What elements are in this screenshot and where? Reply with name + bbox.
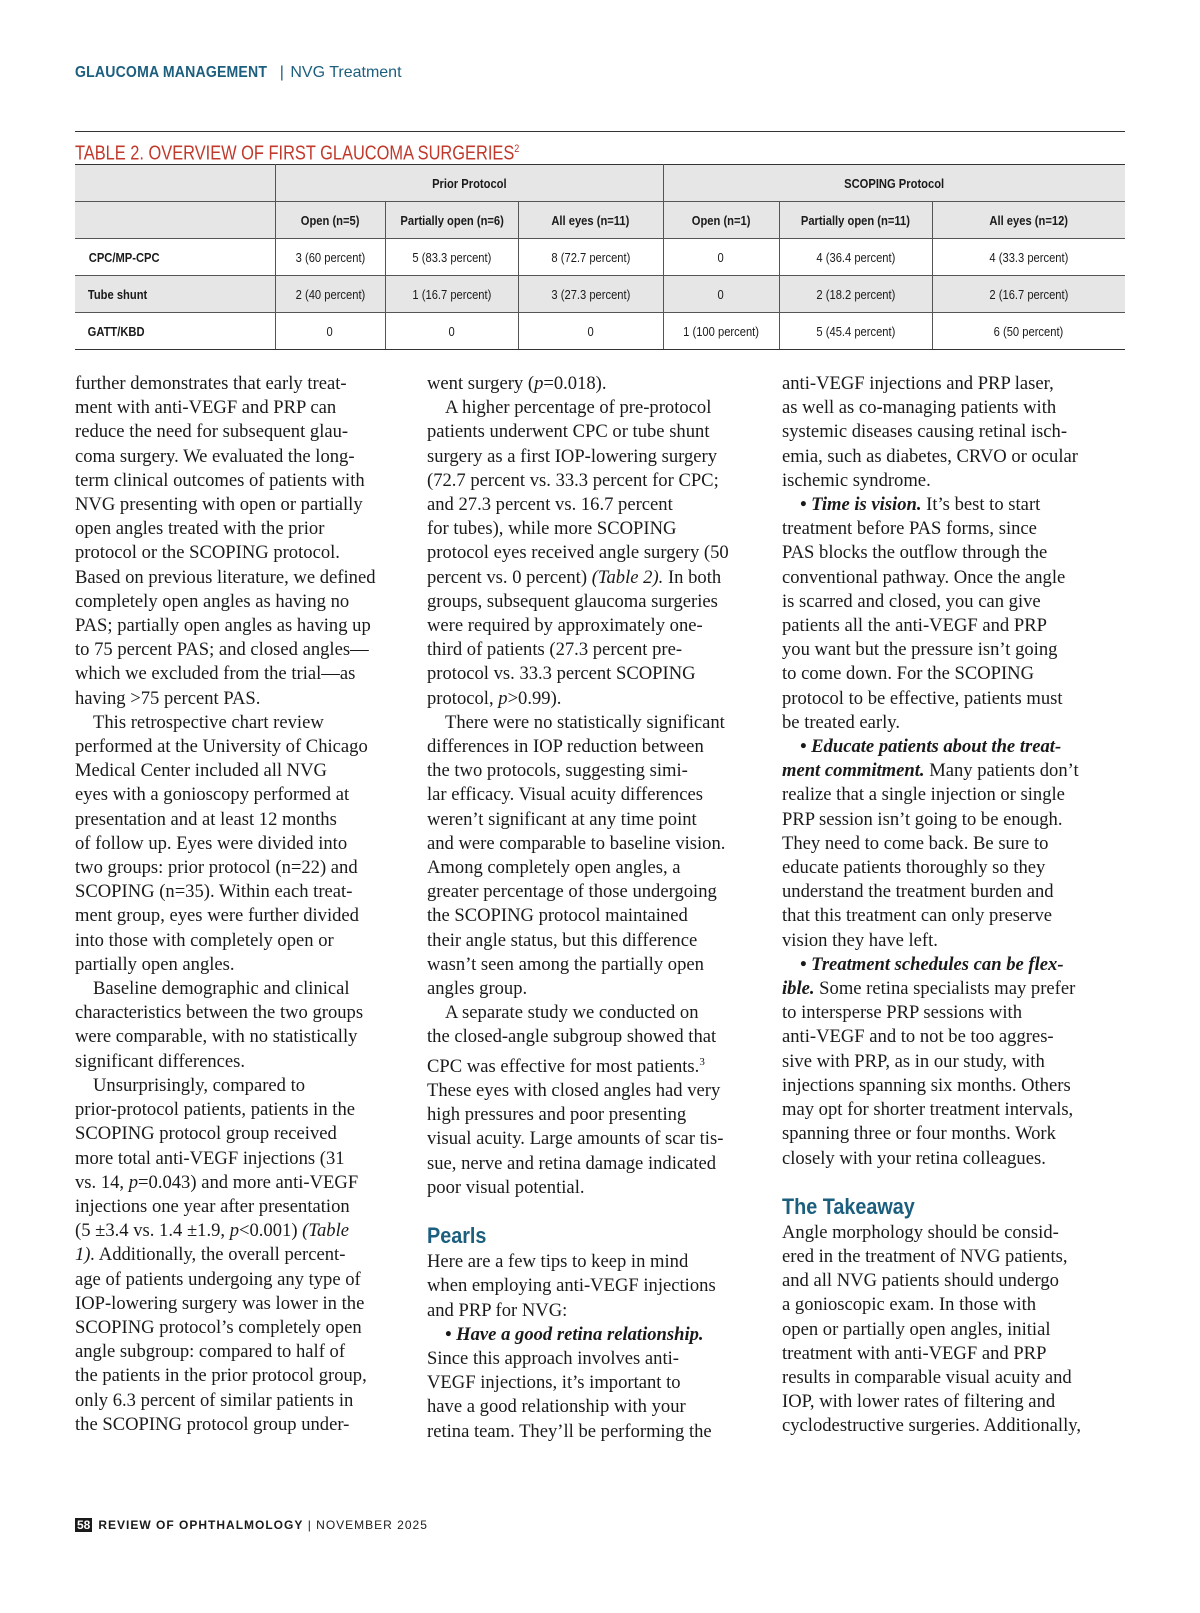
footer-separator: | bbox=[307, 1518, 312, 1532]
paragraph: Here are a few tips to keep in mind when employing anti-VEGF injections and PRP for NVG: bbox=[427, 1251, 716, 1321]
column-header: Open (n=5) bbox=[275, 202, 385, 239]
paragraph: A separate study we conducted on the closed-angle subgroup showed that CPC was effective for most patients.$^3$ These eyes with closed angles had very high pressures and poor presenting visual acuity. Large amounts of scar tis- sue, nerve and retina damage indicated poor visual potential. bbox=[427, 1002, 724, 1198]
paragraph: went surgery (p=0.018). bbox=[427, 373, 607, 394]
pearls-heading: Pearls bbox=[427, 1223, 487, 1249]
table-cell: 0 bbox=[663, 239, 779, 276]
table-group-header-row bbox=[75, 165, 1125, 202]
table-column-header-row bbox=[75, 202, 1125, 239]
page-footer bbox=[75, 1518, 428, 1532]
running-head bbox=[75, 64, 402, 82]
body-column-3 bbox=[782, 372, 1097, 1439]
paragraph: A higher percentage of pre-protocol patients underwent CPC or tube shunt surgery as a first IOP-lowering surgery (72.7 percent vs. 33.3 percent for CPC; and 27.3 percent vs. 16.7 percent for tubes), while more SCOPING protocol eyes received angle surgery (50 percent vs. 0 percent) (Table 2). In both groups, subsequent glaucoma surgeries were required by approximately one- third of patients (27.3 percent pre- protocol vs. 33.3 percent SCOPING protocol, p>0.99). bbox=[427, 397, 729, 709]
table-cell: 5 (45.4 percent) bbox=[779, 313, 932, 350]
pearl-tip: • Treatment schedules can be flex- ible. Some retina specialists may prefer to intersperse PRP sessions with anti-VEGF and to not be too aggres- sive with PRP, as in our study, with injections spanning six months. Others may opt for shorter treatment intervals, spanning three or four months. Work closely with your retina colleagues. bbox=[782, 953, 1076, 1169]
table-cell: 4 (33.3 percent) bbox=[932, 239, 1125, 276]
column-header: Open (n=1) bbox=[663, 202, 779, 239]
table-cell: 6 (50 percent) bbox=[932, 313, 1125, 350]
header-separator: | bbox=[279, 64, 284, 81]
body-column-1 bbox=[75, 372, 390, 1437]
pearl-tip: • Have a good retina relationship. Since this approach involves anti- VEGF injections, it’s important to have a good relationship with your retina team. They’ll be performing the bbox=[427, 1323, 712, 1442]
table-cell: 0 bbox=[663, 276, 779, 313]
row-label: Tube shunt bbox=[75, 276, 275, 313]
section-title: GLAUCOMA MANAGEMENT bbox=[75, 64, 268, 81]
paragraph: further demonstrates that early treat- ment with anti-VEGF and PRP can reduce the need for subsequent glau- coma surgery. We evaluated the long- term clinical outcomes of patients with NVG presenting with open or partially open angles treated with the prior protocol or the SCOPING protocol. Based on previous literature, we defined completely open angles as having no PAS; partially open angles as having up to 75 percent PAS; and closed angles— which we excluded from the trial—as having >75 percent PAS. bbox=[75, 373, 376, 709]
paragraph: Angle morphology should be consid- ered in the treatment of NVG patients, and all NVG patients should undergo a gonioscopic exam. In those with open or partially open angles, initial treatment with anti-VEGF and PRP results in comparable visual acuity and IOP, with lower rates of filtering and cyclodestructive surgeries. Additionally, bbox=[782, 1221, 1081, 1437]
paragraph: anti-VEGF injections and PRP laser, as well as co-managing patients with systemic diseases causing retinal isch- emia, such as diabetes, CRVO or ocular ischemic syndrome. bbox=[782, 373, 1078, 491]
table-cell: 8 (72.7 percent) bbox=[518, 239, 663, 276]
table-cell: 0 bbox=[275, 313, 385, 350]
column-header: All eyes (n=11) bbox=[518, 202, 663, 239]
table-cell: 2 (18.2 percent) bbox=[779, 276, 932, 313]
table-cell: 0 bbox=[385, 313, 518, 350]
table-cell: 5 (83.3 percent) bbox=[385, 239, 518, 276]
row-label: CPC/MP-CPC bbox=[75, 239, 275, 276]
table-row bbox=[75, 276, 1125, 313]
paragraph: Unsurprisingly, compared to prior-protocol patients, patients in the SCOPING protocol group received more total anti-VEGF injections (31 vs. 14, p=0.043) and more anti-VEGF injections one year after presentation (5 ±3.4 vs. 1.4 ±1.9, p<0.001) (Table 1). Additionally, the overall percent- age of patients undergoing any type of IOP-lowering surgery was lower in the SCOPING protocol’s completely open angle subgroup: compared to half of the patients in the prior protocol group, only 6.3 percent of similar patients in the SCOPING protocol group under- bbox=[75, 1074, 367, 1435]
takeaway-heading: The Takeaway bbox=[782, 1193, 915, 1219]
table-corner-cell bbox=[75, 165, 275, 202]
table-cell: 2 (40 percent) bbox=[275, 276, 385, 313]
column-header: Partially open (n=6) bbox=[385, 202, 518, 239]
magazine-name: REVIEW OF OPHTHALMOLOGY bbox=[98, 1518, 304, 1532]
paragraph: This retrospective chart review performed at the University of Chicago Medical Center included all NVG eyes with a gonioscopy performed at presentation and at least 12 months of follow up. Eyes were divided into two groups: prior protocol (n=22) and SCOPING (n=35). Within each treat- ment group, eyes were further divided into those with completely open or partially open angles. bbox=[75, 711, 368, 975]
table-cell: 3 (27.3 percent) bbox=[518, 276, 663, 313]
issue-date: NOVEMBER 2025 bbox=[316, 1518, 428, 1532]
body-column-2 bbox=[427, 372, 742, 1444]
table-cell: 0 bbox=[518, 313, 663, 350]
table-title-ref: 2 bbox=[514, 143, 520, 155]
table-cell: 2 (16.7 percent) bbox=[932, 276, 1125, 313]
page-number: 58 bbox=[77, 1518, 91, 1532]
group-header-scoping: SCOPING Protocol bbox=[663, 165, 1125, 202]
paragraph: There were no statistically significant differences in IOP reduction between the two protocols, suggesting simi- lar efficacy. Visual acuity differences weren’t significant at any time point and were comparable to baseline vision. Among completely open angles, a greater percentage of those undergoing the SCOPING protocol maintained their angle status, but this difference wasn’t seen among the partially open angles group. bbox=[427, 711, 726, 1000]
table-row bbox=[75, 313, 1125, 350]
table-cell: 1 (16.7 percent) bbox=[385, 276, 518, 313]
table-empty-header bbox=[75, 202, 275, 239]
pearl-tip: • Educate patients about the treat- ment commitment. Many patients don’t realize that a single injection or single PRP session isn’t going to be enough. They need to come back. Be sure to educate patients thoroughly so they understand the treatment burden and that this treatment can only preserve vision they have left. bbox=[782, 736, 1079, 951]
paragraph: Baseline demographic and clinical characteristics between the two groups were comparable, with no statistically significant differences. bbox=[75, 978, 364, 1072]
table-2 bbox=[75, 131, 1125, 350]
table-cell: 1 (100 percent) bbox=[663, 313, 779, 350]
surgeries-table bbox=[75, 164, 1125, 350]
row-label: GATT/KBD bbox=[75, 313, 275, 350]
column-header: All eyes (n=12) bbox=[932, 202, 1125, 239]
section-topic: NVG Treatment bbox=[290, 64, 402, 81]
pearl-tip: • Time is vision. It’s best to start treatment before PAS forms, since PAS blocks the outflow through the conventional pathway. Once the angle is scarred and closed, you can give patients all the anti-VEGF and PRP you want but the pressure isn’t going to come down. For the SCOPING protocol to be effective, patients must be treated early. bbox=[782, 494, 1066, 733]
table-cell: 4 (36.4 percent) bbox=[779, 239, 932, 276]
table-cell: 3 (60 percent) bbox=[275, 239, 385, 276]
table-row bbox=[75, 239, 1125, 276]
table-title bbox=[75, 132, 936, 164]
table-title-text: TABLE 2. OVERVIEW OF FIRST GLAUCOMA SURGERIES bbox=[75, 142, 515, 165]
group-header-prior: Prior Protocol bbox=[275, 165, 663, 202]
column-header: Partially open (n=11) bbox=[779, 202, 932, 239]
